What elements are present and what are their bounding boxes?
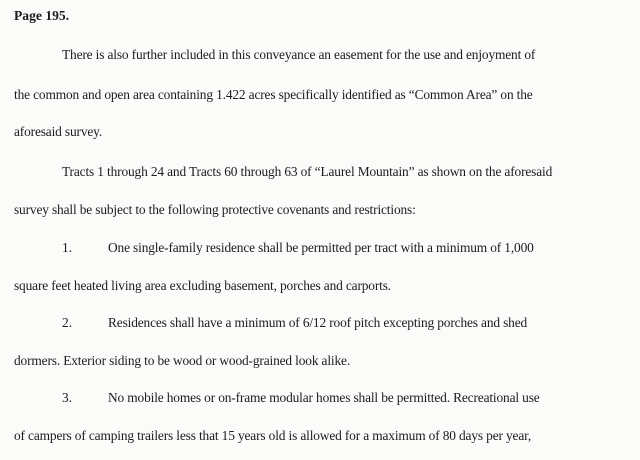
paragraph-2-line-1: Tracts 1 through 24 and Tracts 60 through 63 of “Laurel Mountain” as shown on the aforesaid: [62, 164, 553, 179]
covenant-3-line-2: of campers of camping trailers less that 15 years old is allowed for a maximum of 80 days per year,: [14, 428, 532, 443]
paragraph-1-line-1: There is also further included in this conveyance an easement for the use and enjoyment of: [62, 47, 536, 62]
covenant-1-line-1: One single-family residence shall be permitted per tract with a minimum of 1,000: [108, 240, 534, 255]
paragraph-2-line-2: survey shall be subject to the following protective covenants and restrictions:: [14, 202, 416, 217]
covenant-3-number: 3.: [62, 390, 73, 405]
paragraph-1-line-2: the common and open area containing 1.422 acres specifically identified as “Common Area” on the: [14, 87, 533, 102]
covenant-1-line-2: square feet heated living area excluding basement, porches and carports.: [14, 278, 391, 293]
covenant-3-line-1: No mobile homes or on-frame modular homes shall be permitted. Recreational use: [108, 390, 540, 405]
covenant-2-line-1: Residences shall have a minimum of 6/12 roof pitch excepting porches and shed: [108, 315, 528, 330]
clipped-line-fragment: [0, 452, 640, 460]
page-label: Page 195.: [14, 8, 70, 23]
covenant-2-number: 2.: [62, 315, 73, 330]
covenant-1-number: 1.: [62, 240, 73, 255]
covenant-2-line-2: dormers. Exterior siding to be wood or wood-grained look alike.: [14, 353, 351, 368]
clipped-next-line: [0, 452, 640, 460]
paragraph-1-line-3: aforesaid survey.: [14, 124, 103, 139]
